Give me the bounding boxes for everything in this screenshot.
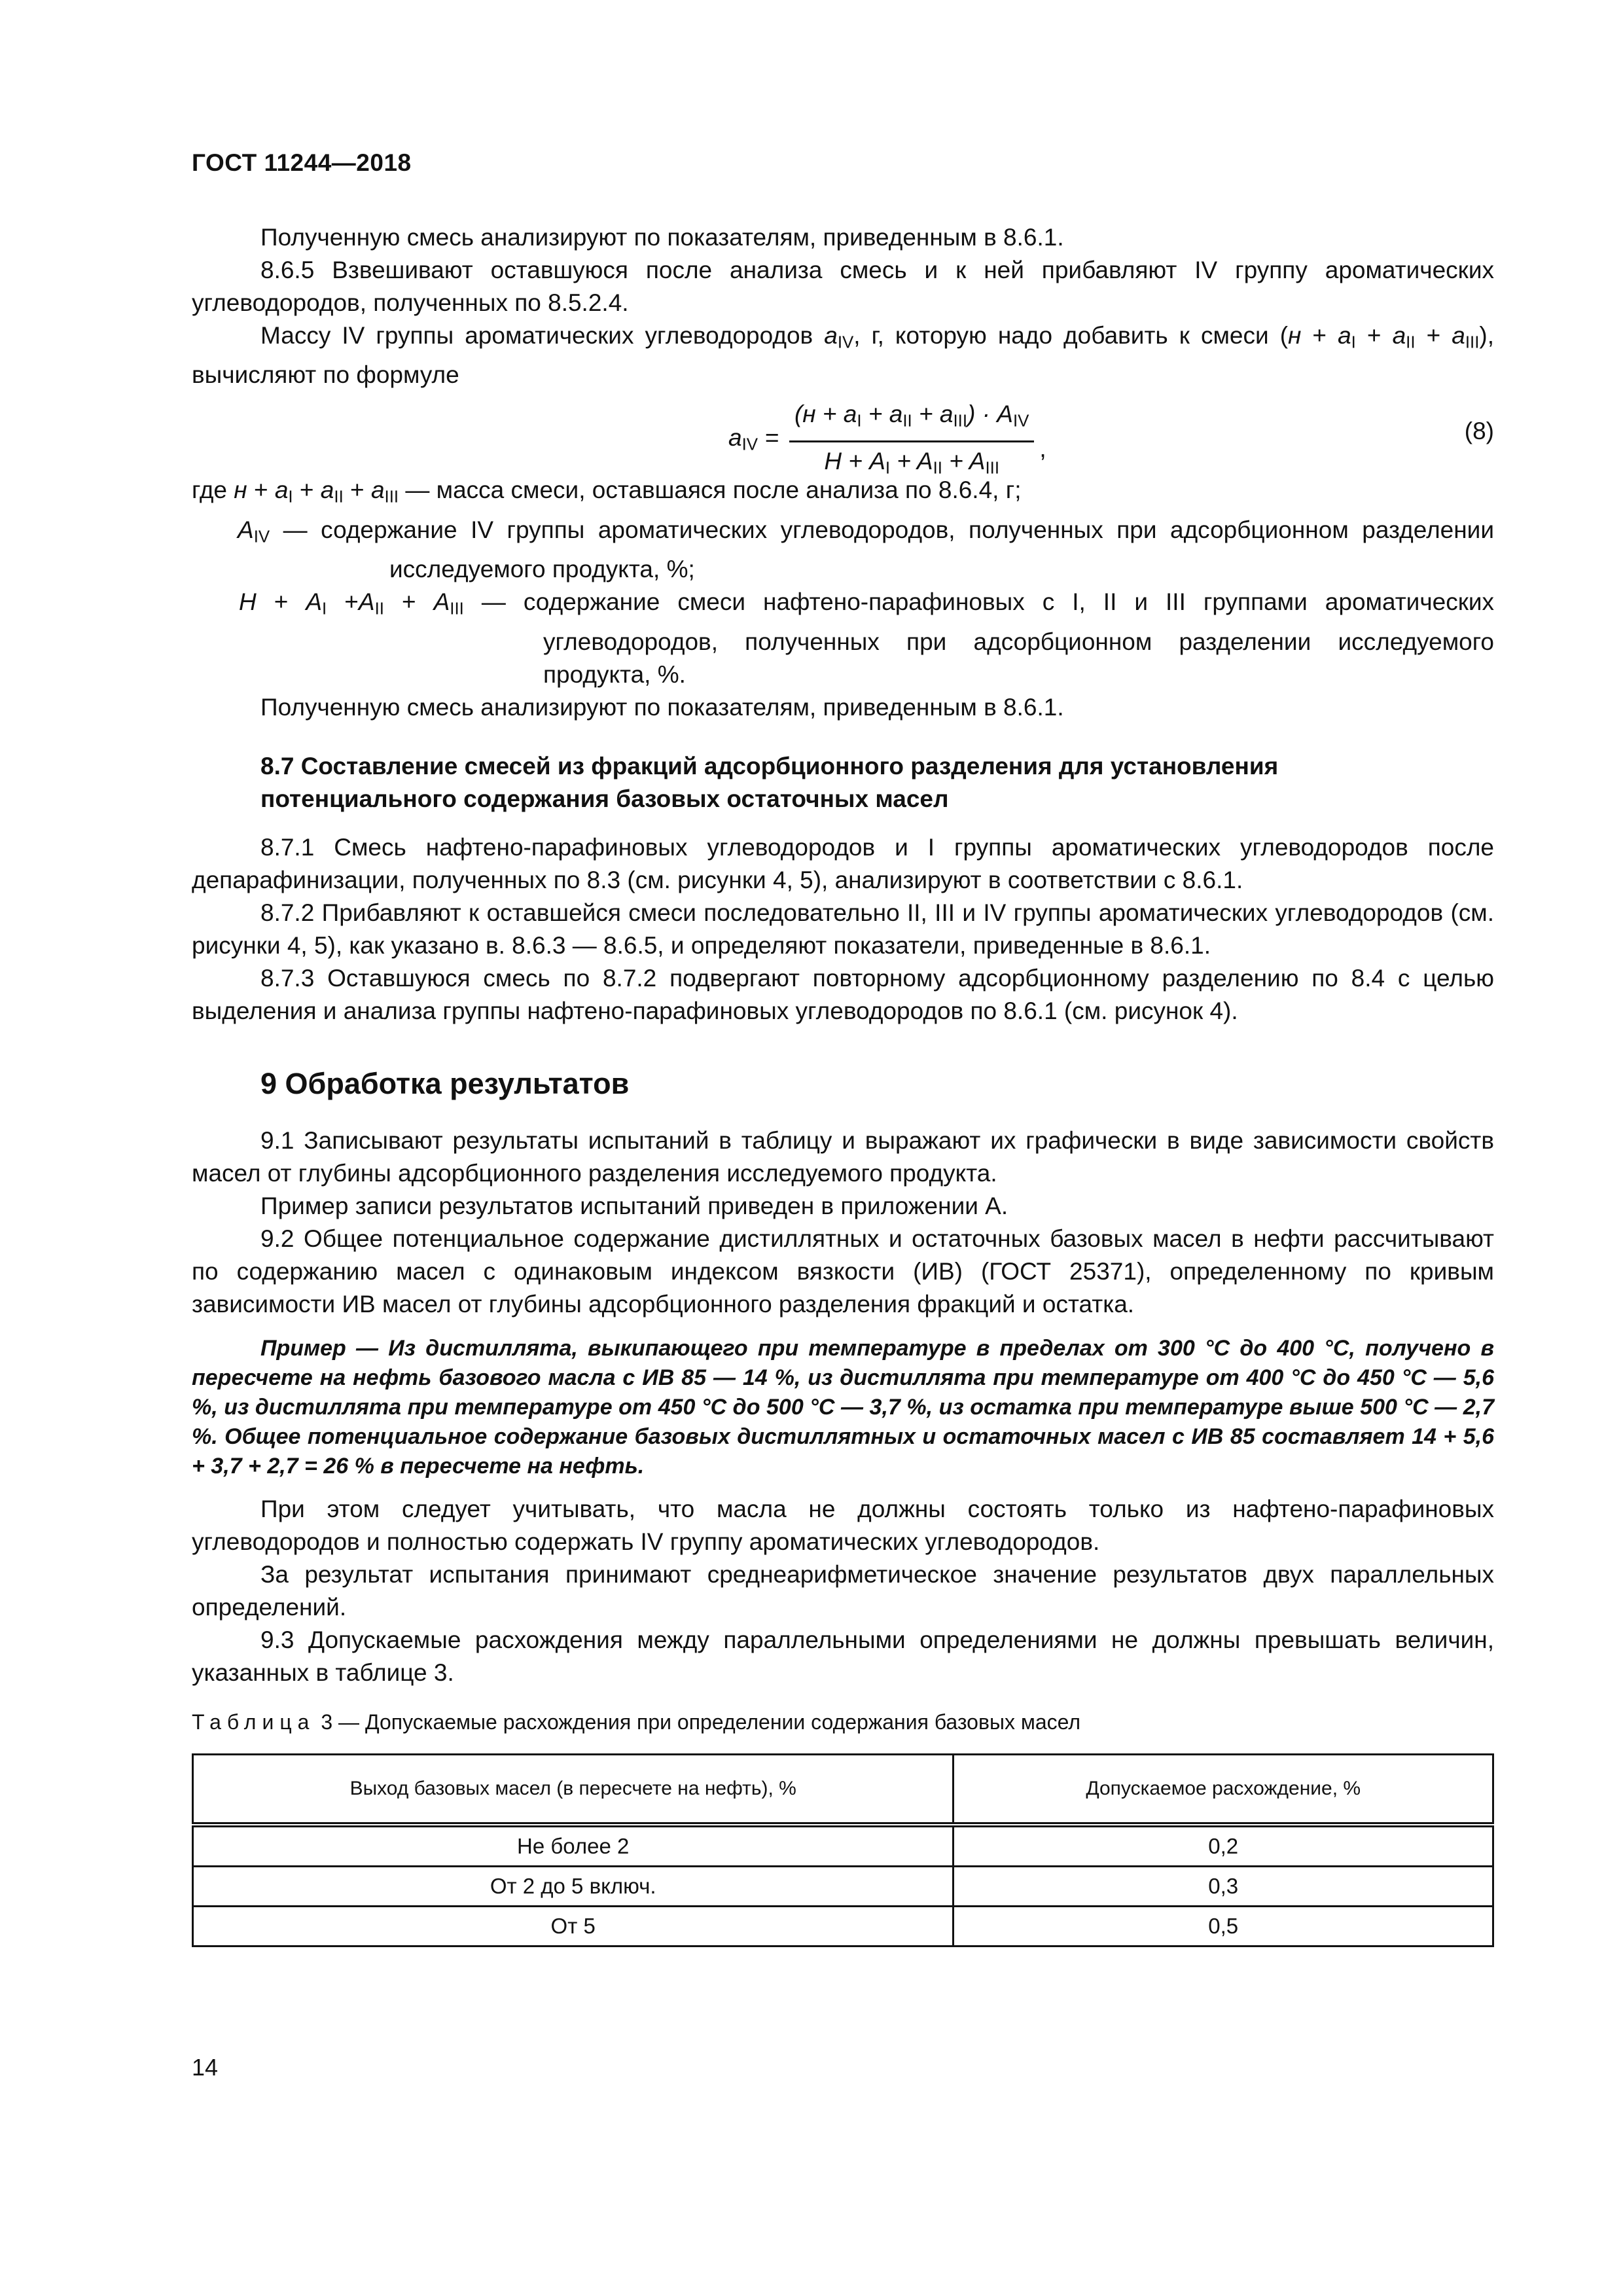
dash: — [481,588,506,616]
text-fragment: , г, которую надо добавить к смеси ( [853,322,1289,349]
table-row [193,1866,1493,1906]
formula-definitions [192,474,1494,691]
definition-text: масса смеси, оставшаяся после анализа по 8.6.4, г; [436,476,1022,504]
paragraph-9-2: 9.2 Общее потенциальное содержание дистиллятных и остаточных базовых масел в нефти рассчитывают по содержанию масел с одинаковым индексом вязкости (ИВ) (ГОСТ 25371), определенному по кривым зависимости ИВ масел от глубины адсорбционного разделения фракций и остатка. [192,1225,1494,1318]
table-cell: 0,2 [954,1825,1493,1867]
table-cell: От 5 [193,1906,954,1946]
definition-2: $A_{IV}$ — содержание IV группы ароматических углеводородов, полученных при адсорбционном разделении исследуемого продукта, %; [238,516,1495,583]
table-caption-text: 3 — Допускаемые расхождения при определении содержания базовых масел [321,1710,1081,1734]
paragraph: За результат испытания принимают среднеарифметическое значение результатов двух параллельных определений. [192,1560,1494,1621]
formula-numerator: $(н + a_I + a_{II} + a_{III}) \cdot A_{IV}$ [789,398,1034,442]
formula-number: (8) [1464,418,1494,445]
document-header: ГОСТ 11244—2018 [192,149,412,176]
table-caption-label: Таблица [192,1710,315,1734]
dash: — [283,516,308,543]
definition-prefix: где [192,476,228,504]
paragraph-mass-formula-intro: Массу IV группы ароматических углеводородов $a_{IV}$, г, которую надо добавить к смеси $(н + a_I + a_{II} + a_{III})$, вычисляют по формуле [192,322,1495,389]
table-cell: 0,3 [954,1866,1493,1906]
section-heading-8-7: 8.7 Составление смесей из фракций адсорбционного разделения для установления потенциального содержания базовых остаточных масел [260,752,1279,812]
definition-text: содержание IV группы ароматических углеводородов, полученных при адсорбционном разделении исследуемого продукта, %; [321,516,1495,583]
table-row [193,1906,1493,1946]
definition-1: где $н + a_I + a_{II} + a_{III}$ — масса смеси, оставшаяся после анализа по 8.6.4, г; [192,476,1022,507]
paragraph: Полученную смесь анализируют по показателям, приведенным в 8.6.1. [260,224,1064,251]
formula-comma: , [1039,435,1046,463]
dash: — [405,476,430,504]
paragraph-8-6-5: 8.6.5 Взвешивают оставшуюся после анализа смесь и к ней прибавляют IV группу ароматических углеводородов, полученных по 8.5.2.4. [192,257,1494,316]
table-cell: От 2 до 5 включ. [193,1866,954,1906]
table-caption [192,1708,1494,1736]
formula-fraction [789,398,1034,484]
table-cell: Не более 2 [193,1825,954,1867]
definition-text: содержание смеси нафтено-парафиновых с I, II и III группами ароматических углеводородов, полученных при адсорбционном разделении исследуемого продукта, %. [523,588,1495,688]
paragraph-8-7-2: 8.7.2 Прибавляют к оставшейся смеси последовательно II, III и IV группы ароматических углеводородов (см. рисунки 4, 5), как указано в. 8.6.3 — 8.6.5, и определяют показатели, приведенные в 8.6.1. [192,899,1494,959]
paragraph-8-7-1: 8.7.1 Смесь нафтено-парафиновых углеводородов и I группы ароматических углеводородов после депарафинизации, полученных по 8.3 (см. рисунки 4, 5), анализируют в соответствии с 8.6.1. [192,833,1494,893]
table-header-cell: Допускаемое расхождение, % [954,1754,1493,1825]
formula-denominator: $Н + A_I + A_{II} + A_{III}$ [824,447,1000,478]
paragraph-9-1: 9.1 Записывают результаты испытаний в таблицу и выражают их графически в виде зависимости свойств масел от глубины адсорбционного разделения исследуемого продукта. [192,1126,1494,1187]
definition-3: $Н + A_I +A_{II} + A_{III}$ — содержание смеси нафтено-парафиновых с I, II и III группами ароматических углеводородов, полученных при адсорбционном разделении исследуемого продукта, %. [239,588,1495,688]
paragraph: Пример записи результатов испытаний приведен в приложении А. [260,1192,1008,1219]
paragraph: Полученную смесь анализируют по показателям, приведенным в 8.6.1. [260,693,1064,721]
text-fragment: ), вычисляют по формуле [192,322,1495,389]
table-header-cell: Выход базовых масел (в пересчете на нефть), % [193,1754,954,1825]
paragraph: При этом следует учитывать, что масла не должны состоять только из нафтено-парафиновых углеводородов и полностью содержать IV группу ароматических углеводородов. [192,1495,1494,1555]
table-header-row [193,1754,1493,1825]
formula-expression [728,398,1046,484]
paragraph-9-3: 9.3 Допускаемые расхождения между параллельными определениями не должны превышать величин, указанных в таблице 3. [192,1626,1494,1686]
page-number: 14 [192,2054,219,2081]
paragraph-8-7-3: 8.7.3 Оставшуюся смесь по 8.7.2 подвергают повторному адсорбционному разделению по 8.4 с целью выделения и анализа группы нафтено-парафиновых углеводородов по 8.6.1 (см. рисунок 4). [192,964,1494,1024]
table-cell: 0,5 [954,1906,1493,1946]
table-3 [192,1753,1494,1947]
formula-8 [192,393,1494,478]
text-fragment: Массу IV группы ароматических углеводородов [260,322,825,349]
formula-lhs: $a_{IV}$ = [728,424,779,454]
page-content [192,221,1494,1947]
example-note: Пример — Из дистиллята, выкипающего при температуре в пределах от 300 °С до 400 °С, получено в пересчете на нефть базового масла с ИВ 85 — 14 %, из дистиллята при температуре от 400 °С до 450 °С — 5,6 %, из дистиллята при температуре от 450 °С до 500 °С — 3,7 %, из остатка при температуре выше 500 °С — 2,7 %. Общее потенциальное содержание базовых дистиллятных и остаточных масел с ИВ 85 составляет 14 + 5,6 + 3,7 + 2,7 = 26 % в пересчете на нефть. [192,1335,1494,1479]
section-heading-9: 9 Обработка результатов [260,1066,630,1100]
table-row [193,1825,1493,1867]
